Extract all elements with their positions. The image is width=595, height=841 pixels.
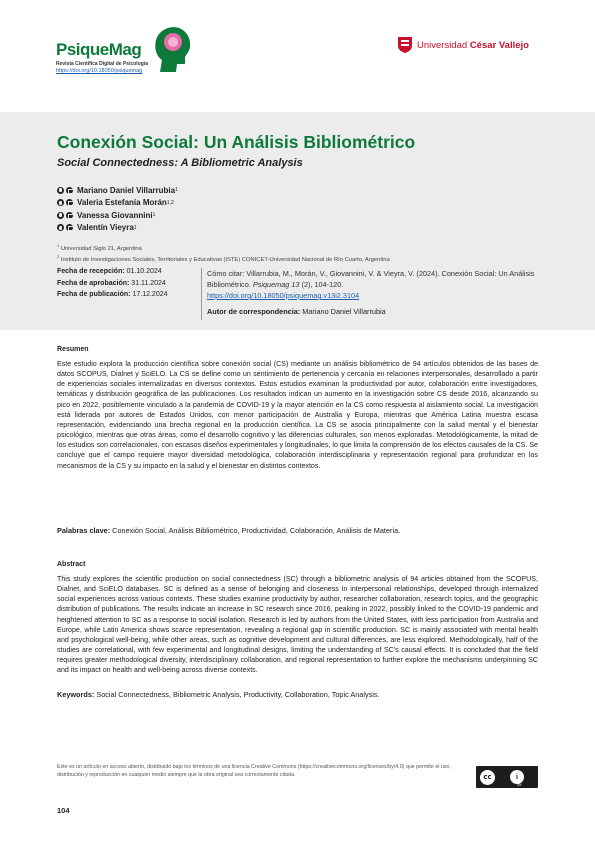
orcid-icon[interactable] [57, 199, 64, 206]
author-name: Valeria Estefanía Morán [77, 198, 167, 208]
email-icon[interactable] [66, 187, 73, 194]
author-affil-ref: 1,2 [166, 199, 174, 206]
article-doi-link[interactable]: https://doi.org/10.18050/psiquemag.v13i2.3104 [207, 291, 360, 300]
affiliation-item: $^2$ Instituto de Investigaciones Sociales, Territoriales y Educativas (ISTE) CONICET-Universidad Nacional de Río Cuarto, Argentina [57, 254, 390, 263]
author-item [57, 184, 178, 197]
page-number: 104 [57, 806, 70, 815]
author-item [57, 222, 178, 235]
palabras-clave: Palabras clave: Conexión Social, Análisis Bibliométrico, Productividad, Colaboración, Análisis de Materia. [57, 526, 401, 535]
approved-date: Fecha de aprobación: 31.11.2024 [57, 279, 166, 287]
orcid-icon[interactable] [57, 187, 64, 194]
author-list [57, 184, 178, 234]
author-name: Valentín Vieyra [77, 223, 134, 233]
orcid-icon[interactable] [57, 224, 64, 231]
email-icon[interactable] [66, 199, 73, 206]
orcid-icon[interactable] [57, 212, 64, 219]
author-affil-ref: 1 [133, 224, 137, 231]
abstract-heading: Abstract [57, 561, 86, 568]
author-affil-ref: 1 [175, 187, 178, 194]
attribution-icon: i [510, 770, 524, 784]
published-date: Fecha de publicación: 17.12.2024 [57, 291, 168, 298]
license-notice: Este es un artículo en acceso abierto, distribuido bajo los términos de una licencia Creative Commons (https://creativecommons.org/licenses/by/4.0) que permite el uso, distribución y reproducción en cualquier medio siempre que la obra original sea correctamente citada. [57, 764, 451, 778]
divider [201, 268, 202, 320]
author-item [57, 197, 178, 210]
affiliation-item: $^1$ Universidad Siglo 21, Argentina [57, 243, 142, 252]
head-silhouette-icon [152, 24, 192, 74]
university-shield-icon [398, 37, 412, 53]
resumen-text: Este estudio explora la producción científica sobre conexión social (CS) mediante un análisis bibliométrico de 94 artículos obtenidos de las bases de datos SCOPUS, Dialnet y SciELO. La CS se define como un sentimiento de pertenencia y cercanía en relaciones interpersonales, desarrollado a partir de experiencias sociales internalizadas en diversos contextos. Estos estudios examinan la productividad por autor, colaboración entre investigadores, temáticas y distribución geográfica de las publicaciones. Los resultados indican un aumento en la investigación sobre CS desde 2016, alcanzando su pico en 2022, posiblemente vinculado a la pandemia de COVID-19 y la mayor atención en la CS como respuesta al aislamiento social. La investigación está liderada por autores de Estados Unidos, con menor participación de Australia y Europa, mientras que América Latina muestra escasa representación, evidenciando una brecha regional en la producción científica. La CS se asocia principalmente con la salud mental y el bienestar psicológico, mientras que otras áreas, como el desarrollo cognitivo y las diferencias culturales, son menos exploradas. Metodológicamente, la mitad de los estudios son correlacionales, con escasos diseños experimentales y longitudinales, lo que limita la comprensión de los efectos causales de la CS. Se concluye que el campo requiere mayor diversidad metodológica, colaboración interdisciplinaria y representación regional para profundizar en los mecanismos de la CS y su impacto en la salud y el bienestar en distintos contextos. [57, 360, 538, 470]
received-date: Fecha de recepción: 01.10.2024 [57, 268, 162, 275]
journal-name: PsiqueMag [56, 40, 142, 59]
page-header [0, 0, 595, 112]
abstract-text: This study explores the scientific production on social connectedness (SC) through a bibliometric analysis of 94 articles obtained from the SCOPUS, Dialnet, and SciELO databases. SC is defined as a sense of belonging and closeness in interpersonal relationships, developed through internalized social experiences across various contexts. These studies examine productivity by author, researcher collaboration, research topics, and the geographic distribution of publications. The results indicate an increase in SC research since 2016, peaking in 2022, possibly linked to the COVID-19 pandemic and heightened attention to SC as a response to social isolation. Research is led by authors from the United States, with less participation from Australia and Europe, while Latin America shows scarce representation, revealing a regional gap in scientific production. SC is mainly associated with mental health and psychological well-being, while other areas, such as cognitive development and cultural differences, are less explored. Methodologically, half of the studies are correlational, with few experimental and longitudinal designs, limiting the understanding of SC's causal effects. It is concluded that the field requires greater methodological diversity, interdisciplinary collaboration, and regional representation to further explore the mechanisms underpinning SC and its impact on health and well-being across diverse contexts. [57, 575, 538, 675]
author-name: Mariano Daniel Villarrubia [77, 185, 176, 195]
article-dates [57, 268, 168, 303]
email-icon[interactable] [66, 212, 73, 219]
article-subtitle: Social Connectedness: A Bibliometric Analysis [57, 157, 303, 169]
university-logo [398, 37, 529, 53]
author-affil-ref: 1 [152, 212, 156, 219]
university-name: Universidad César Vallejo [417, 39, 529, 51]
author-name: Vanessa Giovannini [77, 210, 153, 220]
email-icon[interactable] [66, 224, 73, 231]
keywords: Keywords: Social Connectedness, Bibliometric Analysis, Productivity, Collaboration, Topic Analysis. [57, 690, 380, 699]
creative-commons-icon: cc [479, 769, 496, 786]
journal-doi-link[interactable]: https://doi.org/10.18050/psiquemag [56, 68, 143, 74]
article-title: Conexión Social: Un Análisis Bibliométrico [57, 132, 416, 152]
journal-subtitle: Revista Científica Digital de Psicología [56, 61, 148, 67]
resumen-heading: Resumen [57, 346, 89, 353]
author-item [57, 209, 178, 222]
corresponding-author: Autor de correspondencia: Mariano Daniel Villarrubia [207, 307, 386, 316]
cc-by-license-badge[interactable] [476, 766, 538, 788]
cc-by-label: BY [517, 783, 522, 787]
citation: Cómo citar: Villarrubia, M., Morán, V., Giovannini, V. & Vieyra, V. (2024). Conexión Social: Un Análisis Bibliométrico. Psiquemag 13 (2), 104-120. https://doi.org/10.18050/psiquemag.v13i2.3104 [207, 269, 535, 300]
